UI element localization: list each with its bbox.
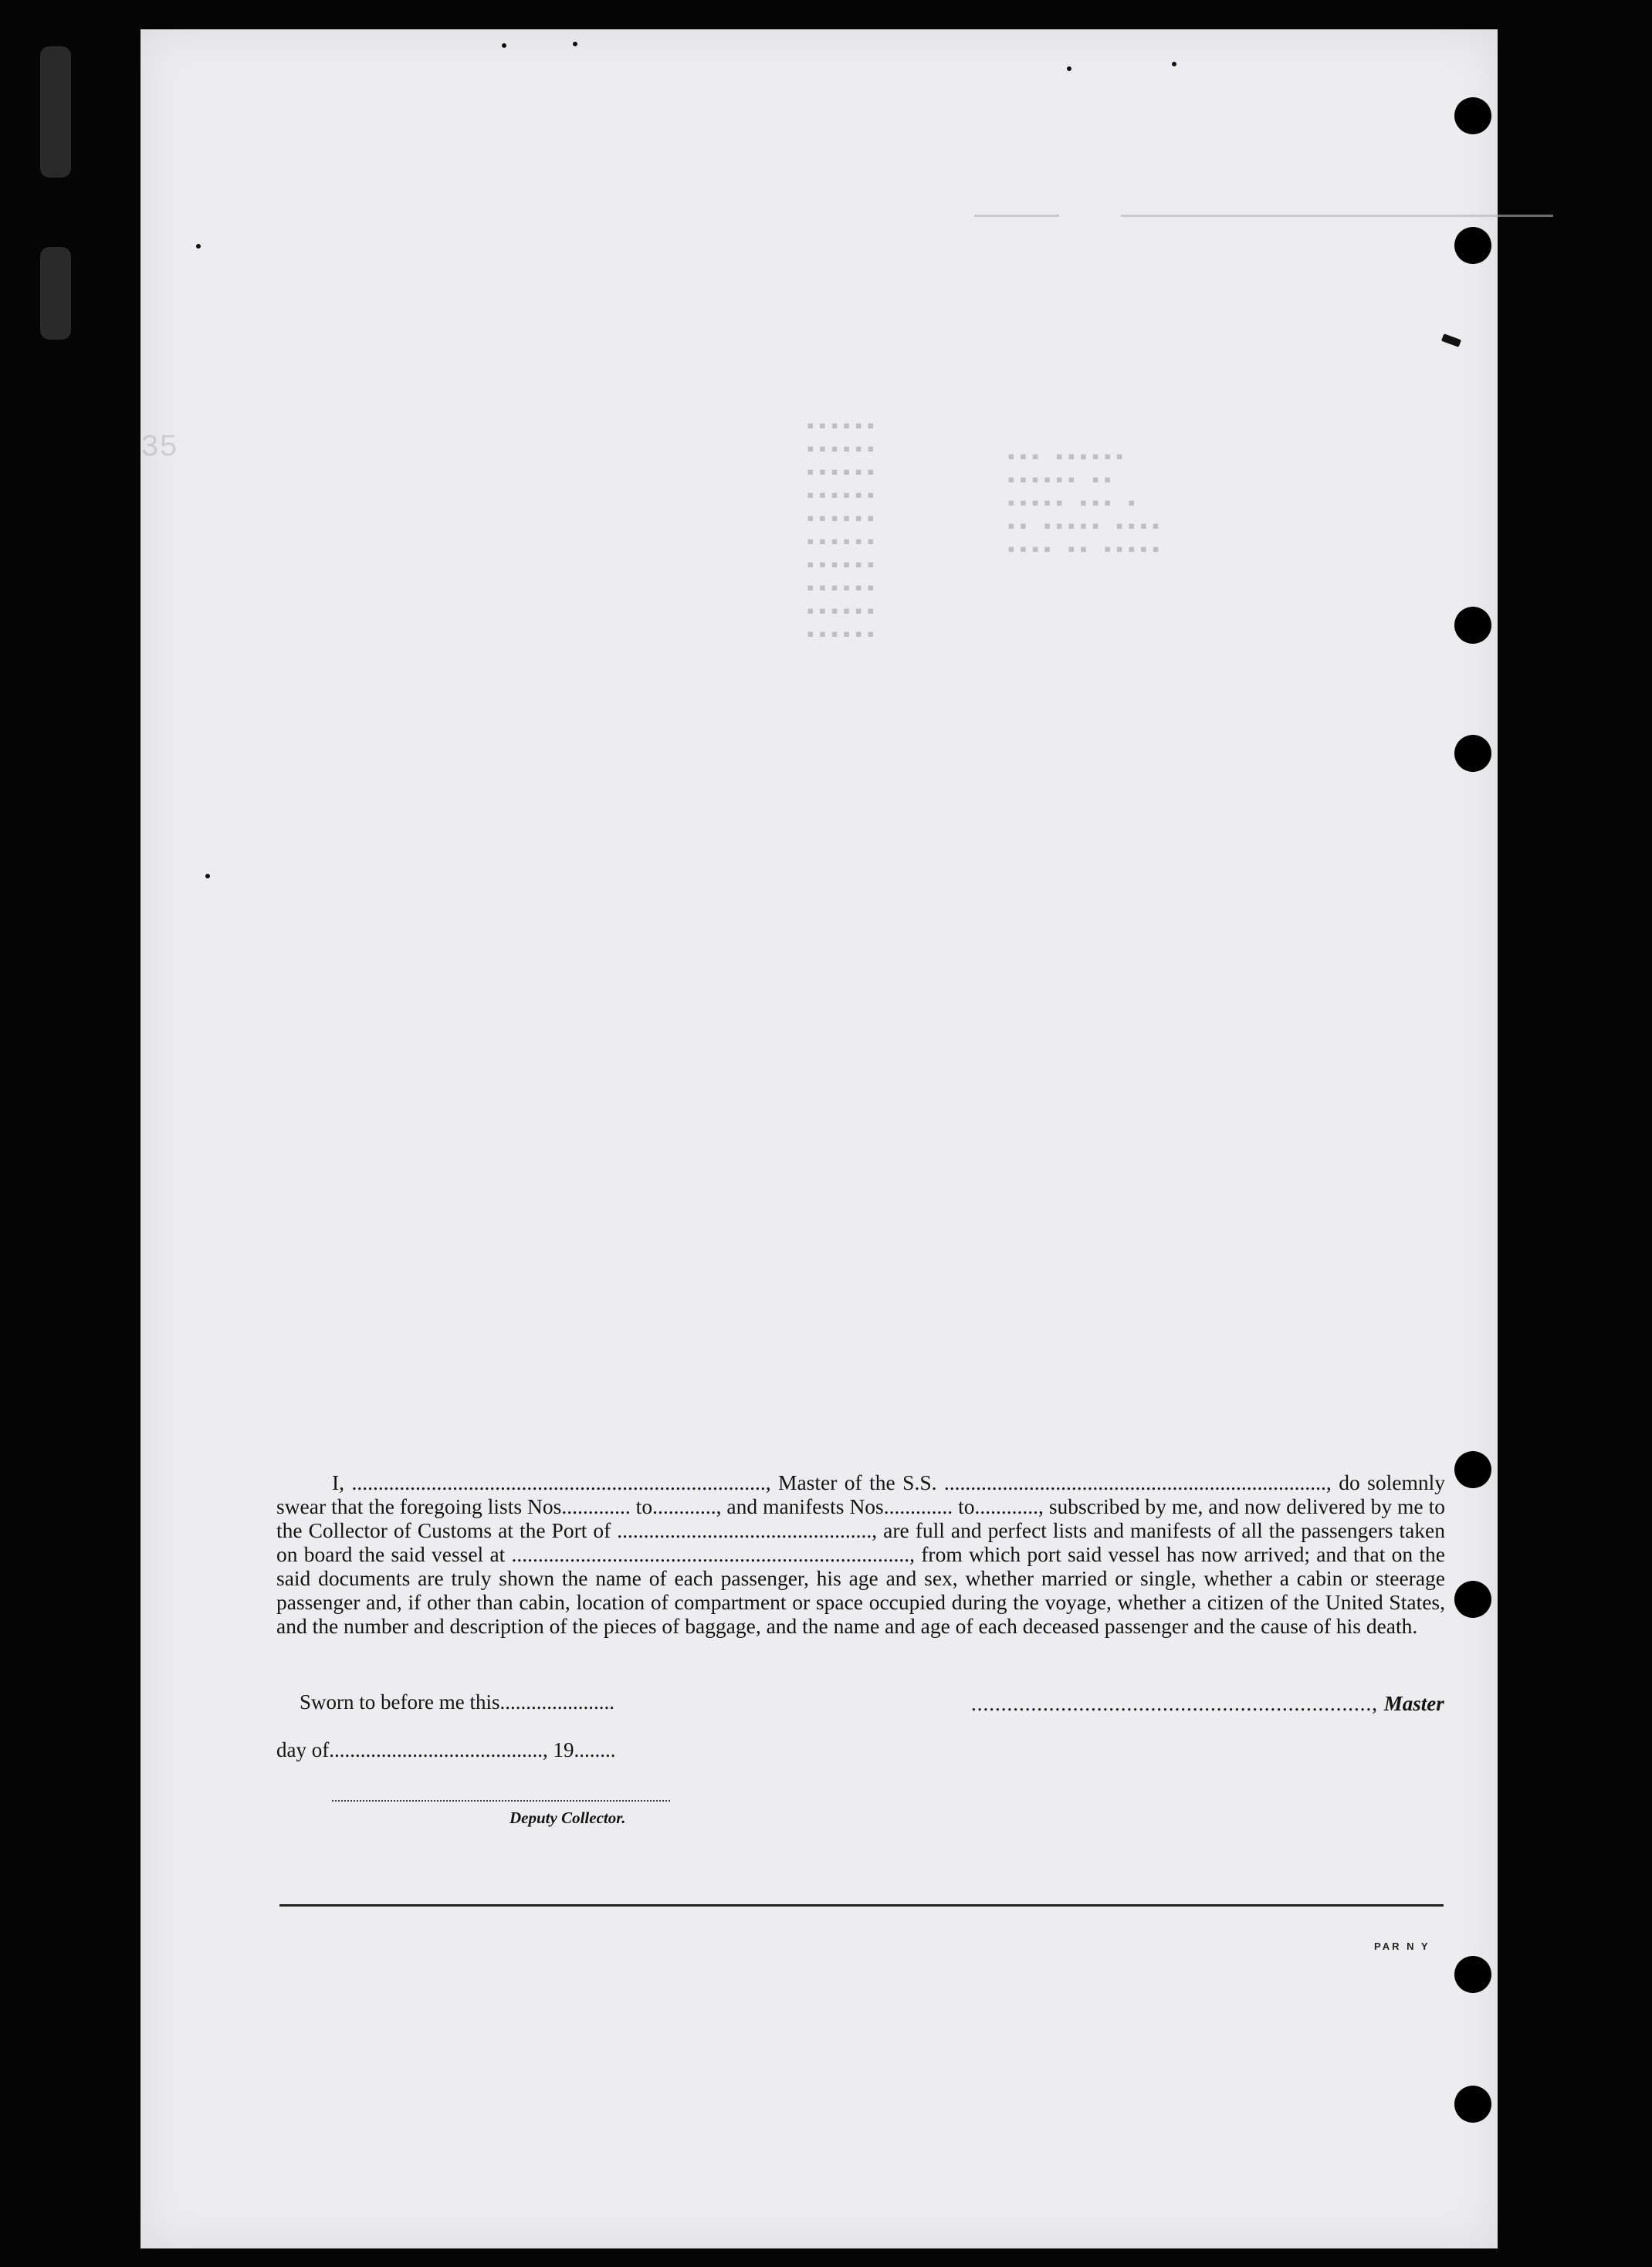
bleed-through-line — [1121, 215, 1553, 217]
speck — [196, 244, 201, 249]
sworn-before-line — [300, 1690, 614, 1714]
speck — [573, 42, 577, 46]
deputy-collector-label: Deputy Collector. — [509, 1809, 626, 1827]
bleed-through-column: ▪▪▪ ▪▪▪▪▪▪ ▪▪▪▪▪▪ ▪▪ ▪▪▪▪▪ ▪▪▪ ▪ ▪▪ ▪▪▪▪▪ ▪▪▪▪ ▪▪▪▪ ▪▪ ▪▪▪▪▪ — [1005, 446, 1162, 562]
master-signature-dots: ..................................................................., — [971, 1692, 1384, 1715]
punch-hole — [1454, 97, 1491, 134]
speck — [205, 874, 210, 878]
bleed-through-column: ▪▪▪▪▪▪ ▪▪▪▪▪▪ ▪▪▪▪▪▪ ▪▪▪▪▪▪ ▪▪▪▪▪▪ ▪▪▪▪▪▪ ▪▪▪▪▪▪ ▪▪▪▪▪▪ ▪▪▪▪▪▪ ▪▪▪▪▪▪ — [804, 415, 877, 647]
master-oath-paragraph — [276, 1470, 1445, 1638]
punch-hole — [1454, 227, 1491, 264]
master-label: Master — [1383, 1692, 1444, 1715]
punch-hole — [1454, 735, 1491, 772]
punch-hole — [1454, 1956, 1491, 1993]
speck — [502, 43, 506, 48]
punch-hole — [1454, 607, 1491, 644]
punch-hole — [1454, 1451, 1491, 1488]
horizontal-rule — [279, 1904, 1444, 1907]
manifest-page — [140, 29, 1498, 2248]
sworn-label: Sworn to before me this...................... — [300, 1690, 614, 1714]
printer-mark: PAR N Y — [1374, 1940, 1430, 1952]
speck — [1067, 66, 1071, 71]
day-of-line — [276, 1738, 615, 1762]
bleed-through-line — [974, 215, 1059, 217]
film-edge-mark — [40, 46, 71, 178]
master-signature-line — [971, 1692, 1444, 1716]
day-of-label: day of........................................., 19........ — [276, 1738, 616, 1761]
speck — [1172, 62, 1176, 66]
deputy-collector-signature-line — [332, 1800, 670, 1802]
bleed-through-number: 35 — [140, 431, 178, 465]
punch-hole — [1454, 1581, 1491, 1618]
punch-hole — [1454, 2086, 1491, 2123]
speck — [1441, 333, 1461, 347]
film-edge-mark — [40, 247, 71, 340]
oath-text: I, .............................................................................., Master of the S.S. ........................................................................, do solemnly swear that the foregoing lists Nos............. to............, and manifests Nos............. to............, subscribed by me, and now delivered by me to the Collector of Customs at the Port of ................................................, are full and perfect lists and manifests of all the passengers taken on board the said vessel at ..........................................................................., from which port said vessel has now arrived; and that on the said documents are truly shown the name of each passenger, his age and sex, whether married or single, whether a cabin or steerage passenger and, if other than cabin, location of compartment or space occupied during the voyage, whether a citizen of the United States, and the number and description of the pieces of baggage, and the name and age of each deceased passenger and the cause of his death. — [276, 1470, 1445, 1638]
